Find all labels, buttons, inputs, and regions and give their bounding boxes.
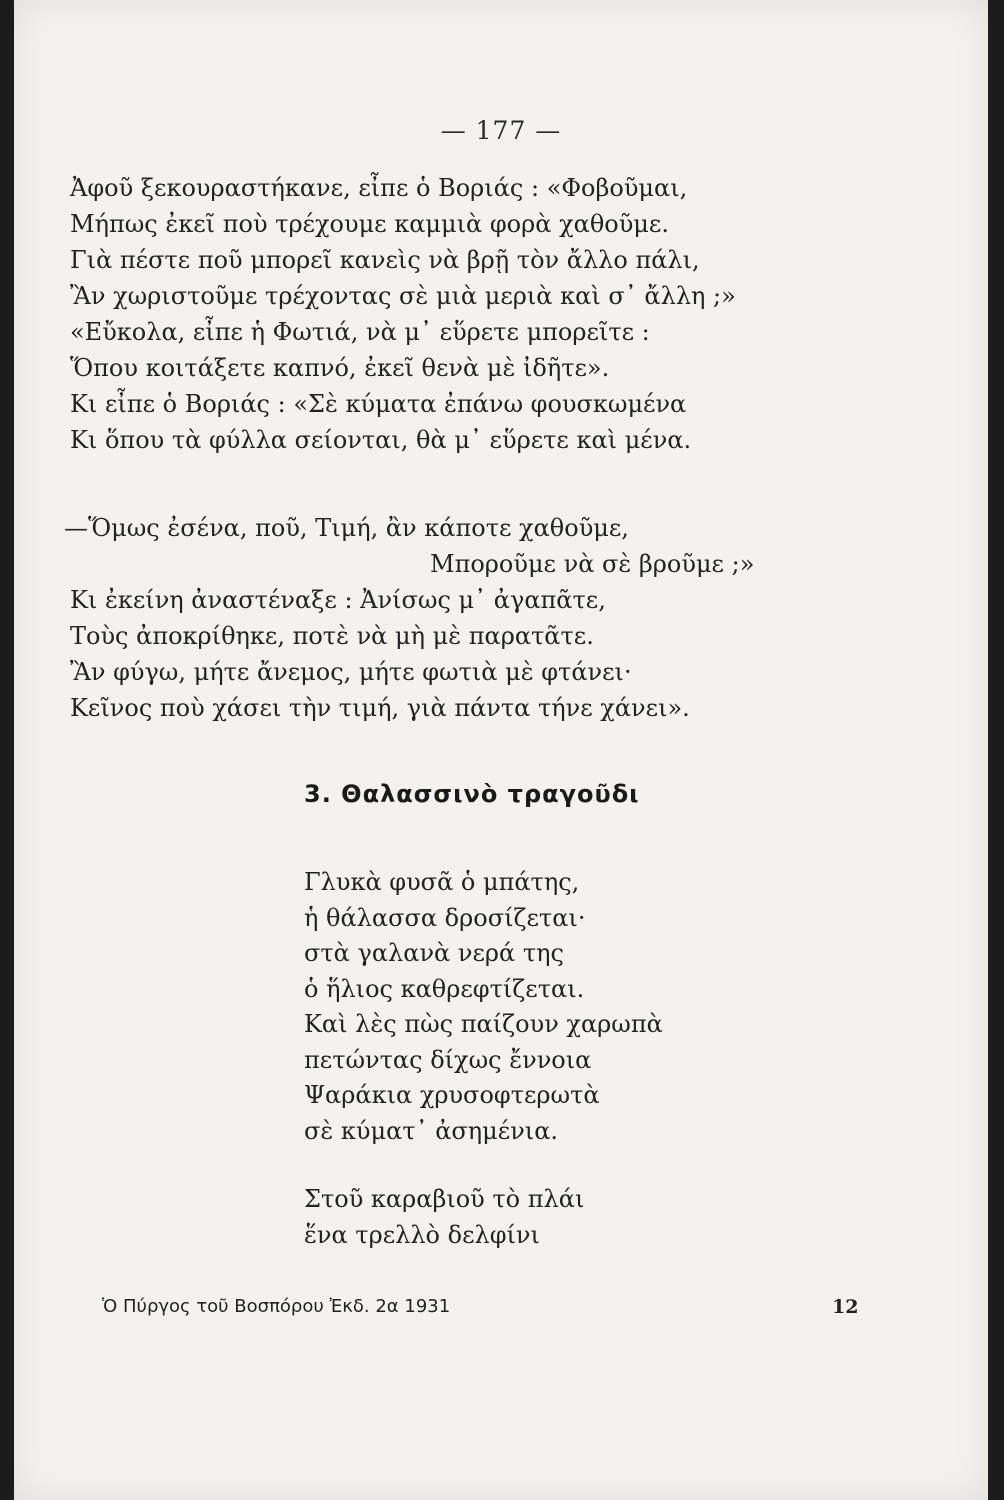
verse-line: Τοὺς ἀποκρίθηκε, ποτὲ νὰ μὴ μὲ παρατᾶτε. <box>70 622 594 650</box>
verse-line: Γιὰ πέστε ποῦ μπορεῖ κανεὶς νὰ βρῇ τὸν ἄλλο πάλι, <box>70 246 700 274</box>
poem-line: ἕνα τρελλὸ δελφίνι <box>304 1220 540 1249</box>
verse-line: Κεῖνος ποὺ χάσει τὴν τιμή, γιὰ πάντα τήνε χάνει». <box>70 694 690 722</box>
poem-line: στὰ γαλανὰ νερά της <box>304 939 564 967</box>
poem-line: ἡ θάλασσα δροσίζεται· <box>304 903 586 932</box>
verse-line-indented: Μποροῦμε νὰ σὲ βροῦμε ;» <box>430 550 755 578</box>
footer-signature: Ὁ Πύργος τοῦ Βοσπόρου Ἐκδ. 2α 1931 <box>102 1296 451 1317</box>
poem-stanza-1 <box>304 865 663 1149</box>
poem-line: σὲ κύματ᾽ ἀσημένια. <box>304 1116 559 1145</box>
poem-line: Ψαράκια χρυσοφτερωτὰ <box>304 1081 600 1109</box>
verse-line: Ἂν χωριστοῦμε τρέχοντας σὲ μιὰ μεριὰ καὶ σ᾽ ἄλλη ;» <box>70 282 736 310</box>
book-page <box>14 0 988 1500</box>
footer-sheet-number: 12 <box>832 1296 859 1318</box>
verse-line: Ὅπου κοιτάξετε καπνό, ἐκεῖ θενὰ μὲ ἰδῆτε». <box>70 354 610 382</box>
verse-line: Ἂν φύγω, μήτε ἄνεμος, μήτε φωτιὰ μὲ φτάνει· <box>70 658 632 686</box>
verse-line: Κι ἐκείνη ἀναστέναξε : Ἀνίσως μ᾽ ἀγαπᾶτε, <box>70 586 606 614</box>
verse-line: Κι ὅπου τὰ φύλλα σείονται, θὰ μ᾽ εὕρετε καὶ μένα. <box>70 426 692 454</box>
dialogue-stanza-2 <box>64 510 755 726</box>
poem-stanza-2 <box>304 1182 584 1253</box>
verse-line: Μήπως ἐκεῖ ποὺ τρέχουμε καμμιὰ φορὰ χαθοῦμε. <box>70 210 669 238</box>
poem-line: πετώντας δίχως ἔννοια <box>304 1045 592 1074</box>
poem-line: ὁ ἥλιος καθρεφτίζεται. <box>304 974 585 1003</box>
poem-line: Καὶ λὲς πὼς παίζουν χαρωπὰ <box>304 1010 663 1038</box>
verse-line: «Εὔκολα, εἶπε ἡ Φωτιά, νὰ μ᾽ εὕρετε μπορεῖτε : <box>70 318 650 346</box>
verse-line: Ἀφοῦ ξεκουραστήκανε, εἶπε ὁ Βοριάς : «Φοβοῦμαι, <box>70 174 688 202</box>
poem-line: Γλυκὰ φυσᾶ ὁ μπάτης, <box>304 868 580 896</box>
verse-line: —Ὅμως ἐσένα, ποῦ, Τιμή, ἂν κάποτε χαθοῦμε, <box>64 514 629 542</box>
page-number: — 177 — <box>440 116 562 145</box>
section-title: 3. Θαλασσινὸ τραγοῦδι <box>304 780 640 808</box>
verse-line: Κι εἶπε ὁ Βοριάς : «Σὲ κύματα ἐπάνω φουσκωμένα <box>70 390 687 418</box>
poem-line: Στοῦ καραβιοῦ τὸ πλάι <box>304 1185 585 1213</box>
dialogue-stanza-1 <box>70 170 736 458</box>
